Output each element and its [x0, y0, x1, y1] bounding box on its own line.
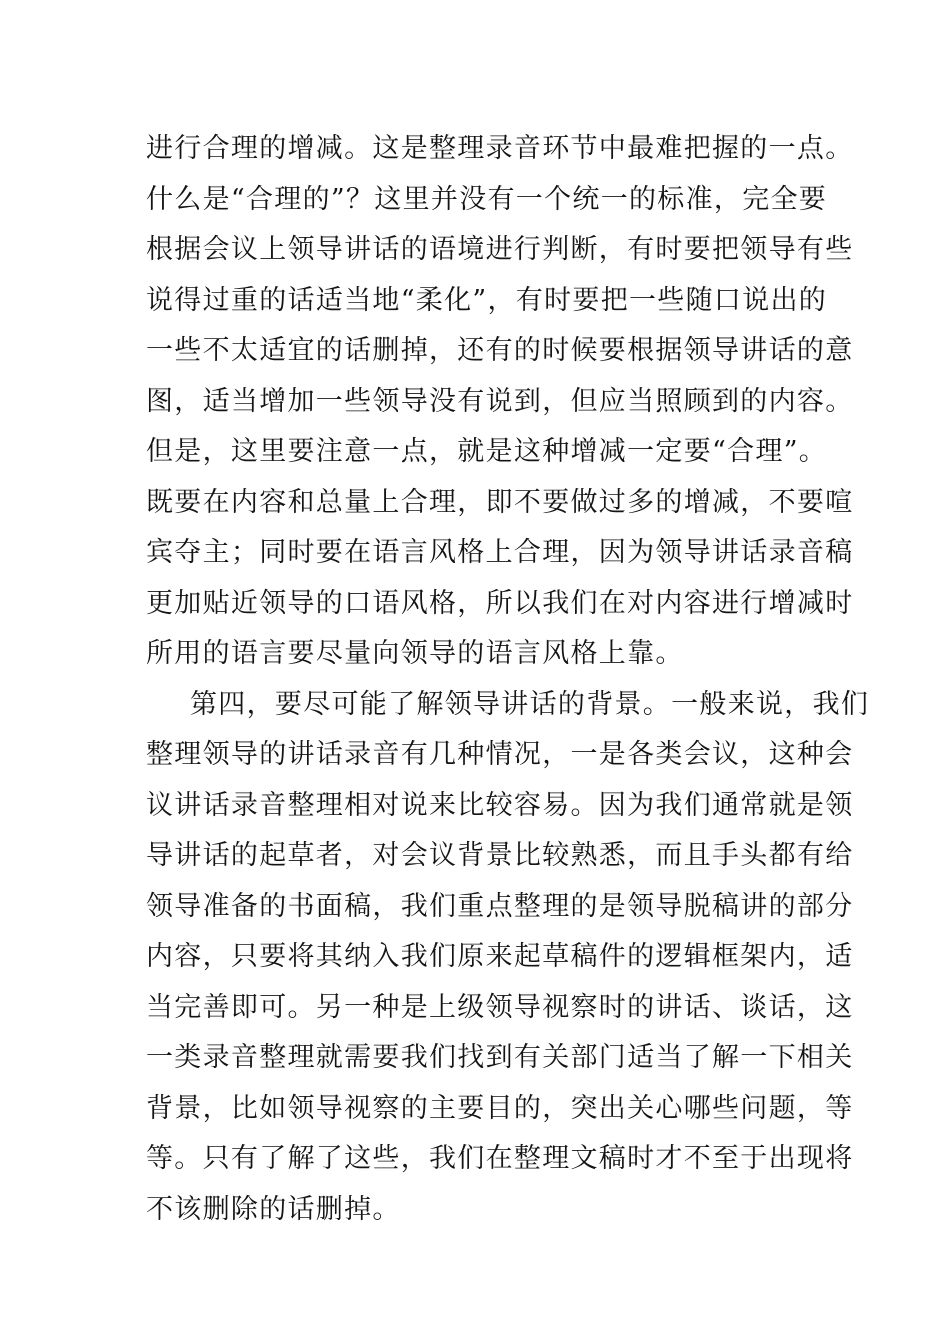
text-line: 说得过重的话适当地“柔化”，有时要把一些随口说出的: [146, 284, 828, 316]
text-line: 既要在内容和总量上合理，即不要做过多的增减，不要喧: [146, 486, 854, 518]
text-line: 内容，只要将其纳入我们原来起草稿件的逻辑框架内，适: [146, 941, 854, 972]
text-line: 什么是“合理的”？这里并没有一个统一的标准，完全要: [146, 183, 828, 215]
text-line: 图，适当增加一些领导没有说到，但应当照顾到的内容。: [146, 385, 854, 417]
text-line: 议讲话录音整理相对说来比较容易。因为我们通常就是领: [146, 789, 854, 821]
text-line: 根据会议上领导讲话的语境进行判断，有时要把领导有些: [146, 234, 854, 265]
text-line: 等。只有了解了这些，我们在整理文稿时才不至于出现将: [146, 1143, 854, 1174]
paragraph-start-line: 第四，要尽可能了解领导讲话的背景。一般来说，我们: [190, 688, 870, 720]
body-text: [146, 124, 870, 1235]
text-line: 更加贴近领导的口语风格，所以我们在对内容进行增减时: [146, 587, 854, 619]
text-line: 一些不太适宜的话删掉，还有的时候要根据领导讲话的意: [146, 335, 854, 366]
text-line: 不该删除的话删掉。: [146, 1193, 401, 1225]
text-line: 领导准备的书面稿，我们重点整理的是领导脱稿讲的部分: [146, 890, 854, 922]
text-line: 所用的语言要尽量向领导的语言风格上靠。: [146, 638, 684, 669]
text-line: 整理领导的讲话录音有几种情况，一是各类会议，这种会: [146, 739, 854, 770]
text-line: 当完善即可。另一种是上级领导视察时的讲话、谈话，这: [146, 991, 854, 1023]
text-line: 进行合理的增减。这是整理录音环节中最难把握的一点。: [146, 133, 854, 164]
text-line: 但是，这里要注意一点，就是这种增减一定要“合理”。: [146, 436, 828, 467]
text-line: 一类录音整理就需要我们找到有关部门适当了解一下相关: [146, 1042, 854, 1073]
text-line: 导讲话的起草者，对会议背景比较熟悉，而且手头都有给: [146, 840, 854, 871]
text-line: 宾夺主；同时要在语言风格上合理，因为领导讲话录音稿: [146, 537, 854, 568]
text-line: 背景，比如领导视察的主要目的，突出关心哪些问题，等: [146, 1092, 854, 1124]
